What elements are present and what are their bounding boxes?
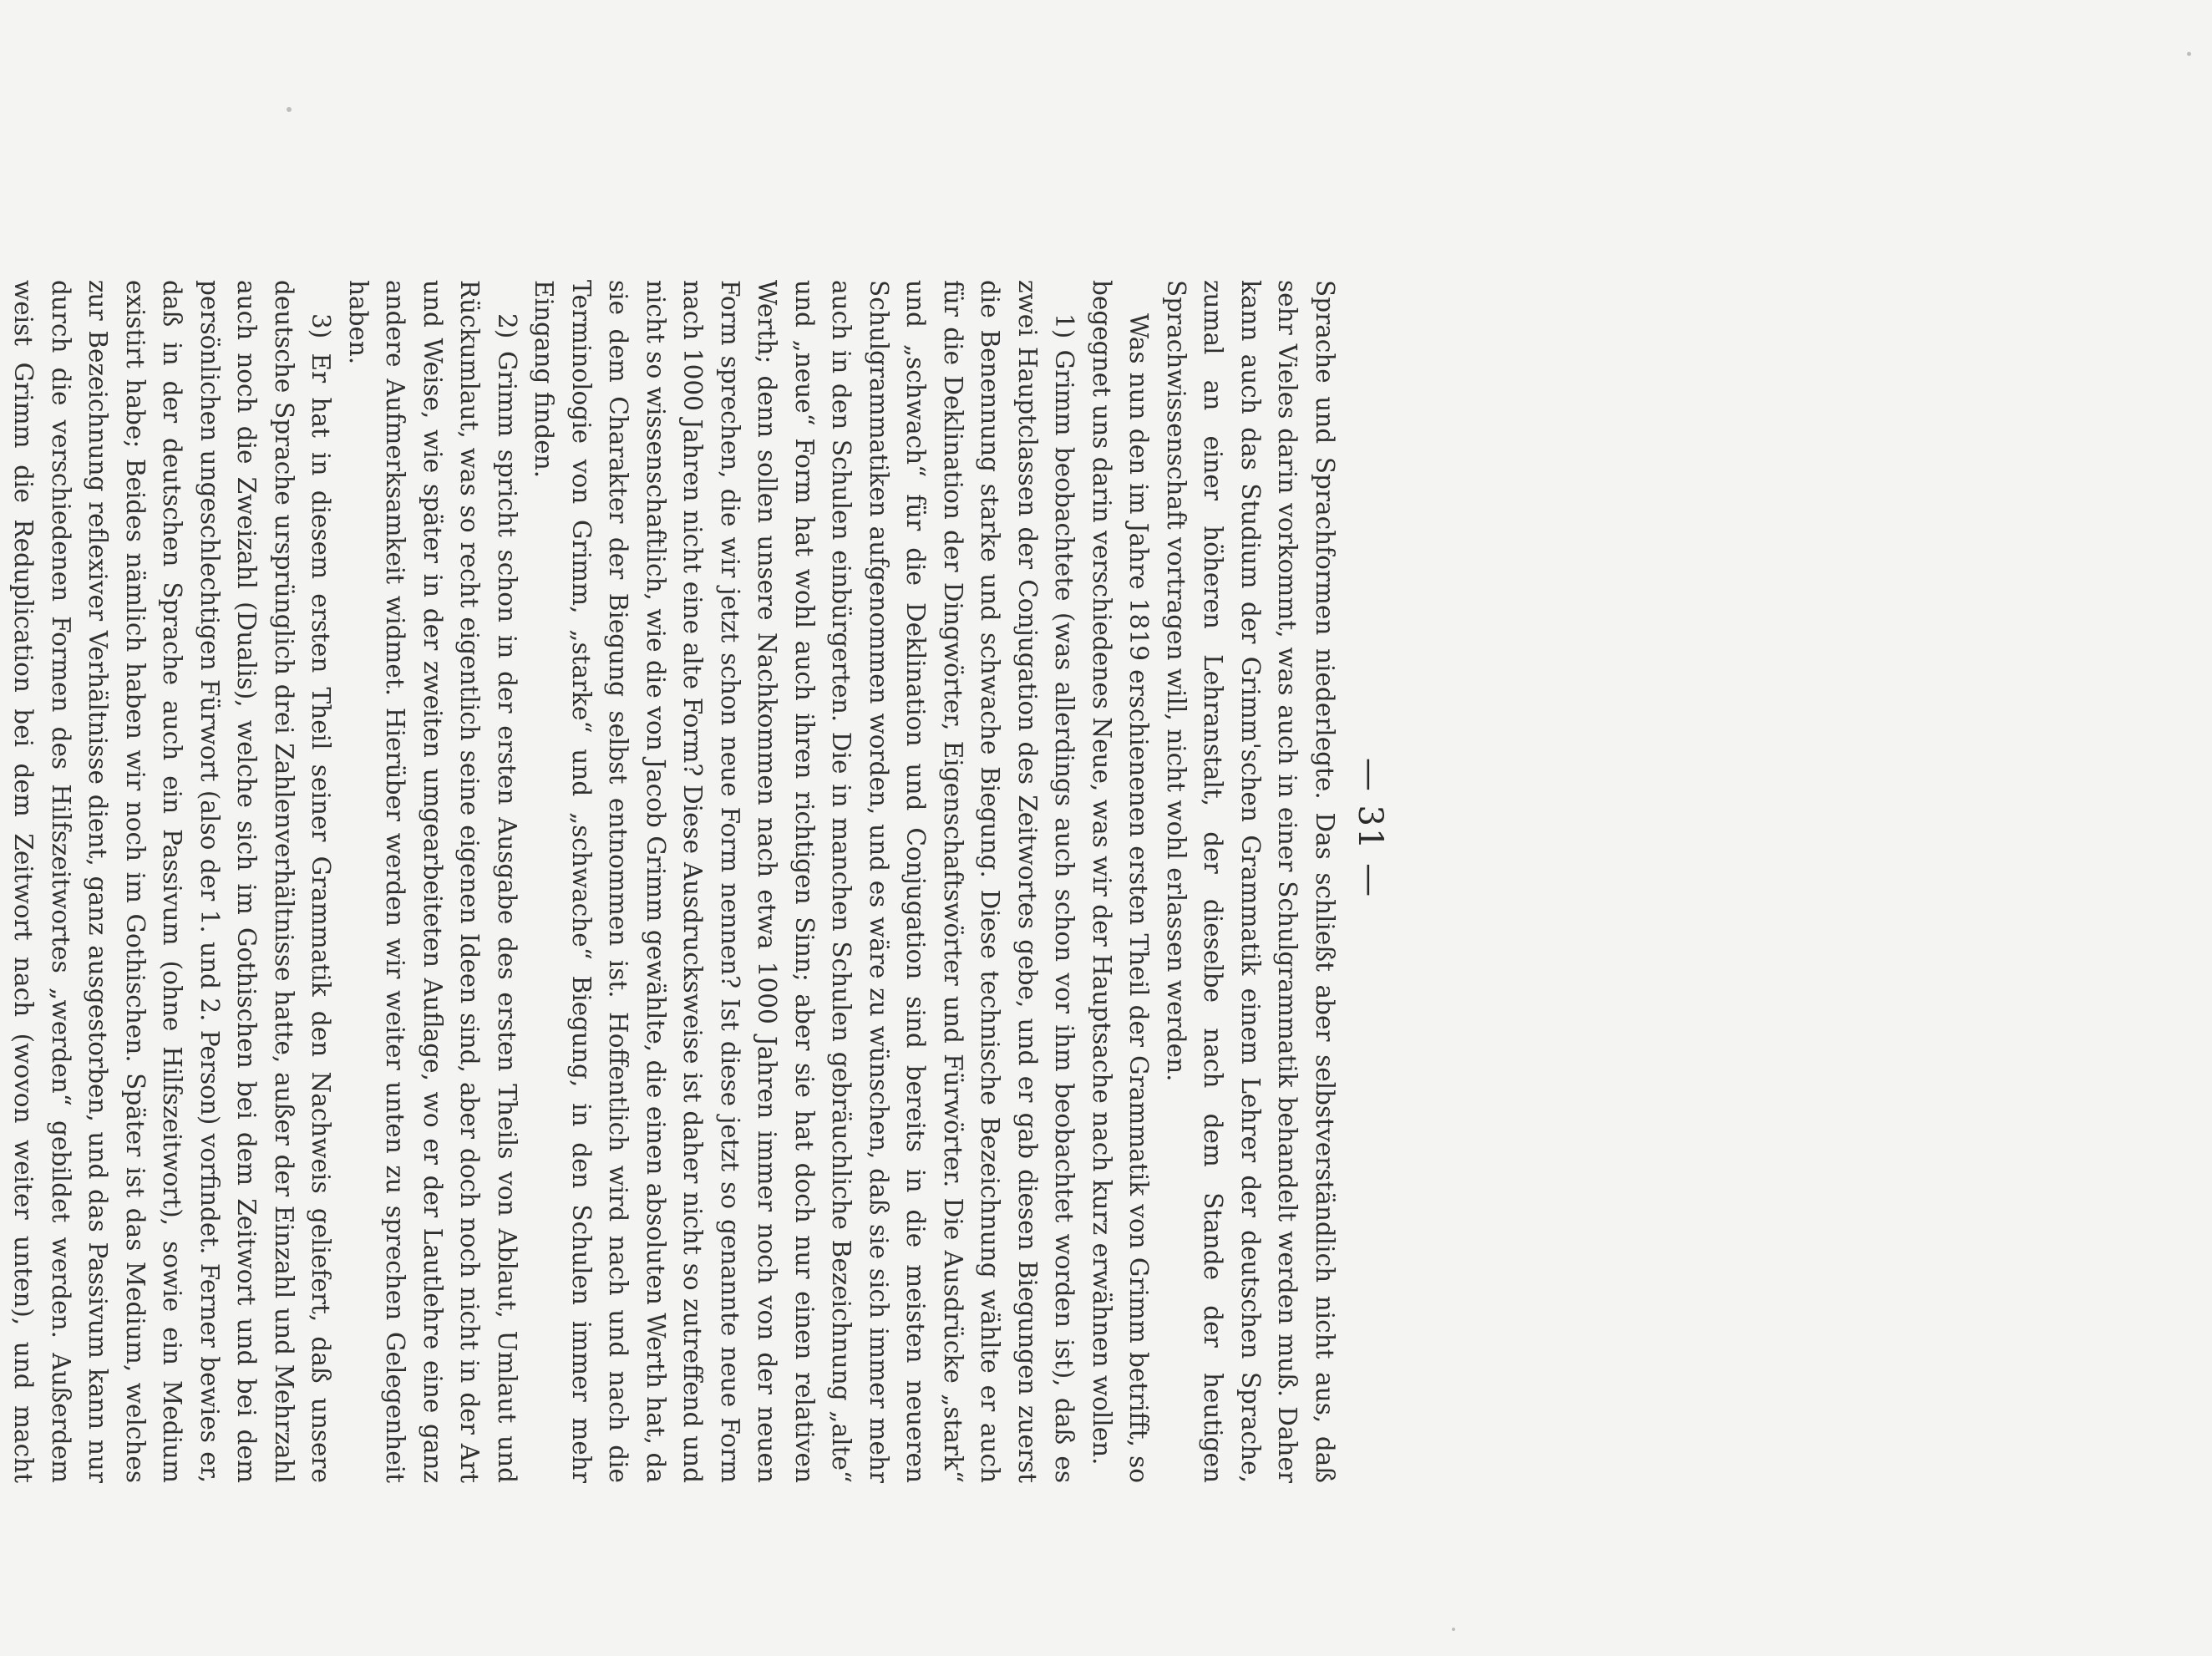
paragraph: Was nun den im Jahre 1819 erschienenen ersten Theil der Grammatik von Grimm betrifft, so begegnet uns darin verschiedenes Neue, was wir der Hauptsache nach kurz erwähnen wollen.: [1088, 280, 1154, 1483]
body-text: [0, 280, 1343, 1483]
paragraph: 1) Grimm beobachtete (was allerdings auch schon vor ihm beobachtet worden ist), daß es zwei Hauptclassen der Conjugation des Zeitwortes gebe, und er gab diesen Biegungen zuerst die Benennung starke und schwache Biegung. Diese technische Bezeichnung wählte er auch für die Deklination der Dingwörter, Eigenschaftswörter und Fürwörter. Die Ausdrücke „stark“ und „schwach“ für die Deklination und Conjugation sind bereits in die meisten neueren Schulgrammatiken aufgenommen worden, und es wäre zu wünschen, daß sie sich immer mehr auch in den Schulen einbürgerten. Die in manchen Schulen gebräuchliche Bezeichnung „alte“ und „neue“ Form hat wohl auch ihren richtigen Sinn; aber sie hat doch nur einen relativen Werth; denn sollen unsere Nachkommen nach etwa 1000 Jahren immer noch von der neuen Form sprechen, die wir jetzt schon neue Form nennen? Ist diese jetzt so genannte neue Form nach 1000 Jahren nicht eine alte Form? Diese Ausdrucksweise ist daher nicht so zutreffend und nicht so wissenschaftlich, wie die von Jacob Grimm gewählte, die einen absoluten Werth hat, da sie dem Charakter der Biegung selbst entnommen ist. Hoffentlich wird nach und nach die Terminologie von Grimm, „starke“ und „schwache“ Biegung, in den Schulen immer mehr Eingang finden.: [530, 280, 1079, 1483]
page-number: — 31 —: [1351, 757, 1389, 899]
paragraph: 2) Grimm spricht schon in der ersten Ausgabe des ersten Theils von Ablaut, Umlaut und Rückumlaut, was so recht eigentlich seine eigenen Ideen sind, aber doch noch nicht in der Art und Weise, wie später in der zweiten umgearbeiteten Auflage, wo er der Lautlehre eine ganz andere Aufmerksamkeit widmet. Hierüber werden wir weiter unten zu sprechen Gelegenheit haben.: [344, 280, 521, 1483]
paragraph: 3) Er hat in diesem ersten Theil seiner Grammatik den Nachweis geliefert, daß unsere deutsche Sprache ursprünglich drei Zahlenverhältnisse hatte, außer der Einzahl und Mehrzahl auch noch die Zweizahl (Dualis), welche sich im Gothischen bei dem Zeitwort und bei dem persönlichen ungeschlechtigen Fürwort (also der 1. und 2. Person) vorfindet. Ferner bewies er, daß in der deutschen Sprache auch ein Passivum (ohne Hilfszeitwort), sowie ein Medium existirt habe; Beides nämlich haben wir noch im Gothischen. Später ist das Medium, welches zur Bezeichnung reflexiver Verhältnisse dient, ganz ausgestorben, und das Passivum kann nur durch die verschiedenen Formen des Hilfszeitwortes „werden“ gebildet werden. Außerdem weist Grimm die Reduplication bei dem Zeitwort nach (wovon weiter unten), und macht: [9, 280, 336, 1483]
paragraph: Sprache und Sprachformen niederlegte. Das schließt aber selbstverständlich nicht aus, daß sehr Vieles darin vorkommt, was auch in einer Schulgrammatik behandelt werden muß. Daher kann auch das Studium der Grimm'schen Grammatik einem Lehrer der deutschen Sprache, zumal an einer höheren Lehranstalt, der dieselbe nach dem Stande der heutigen Sprachwissenschaft vortragen will, nicht wohl erlassen werden.: [1162, 280, 1339, 1483]
